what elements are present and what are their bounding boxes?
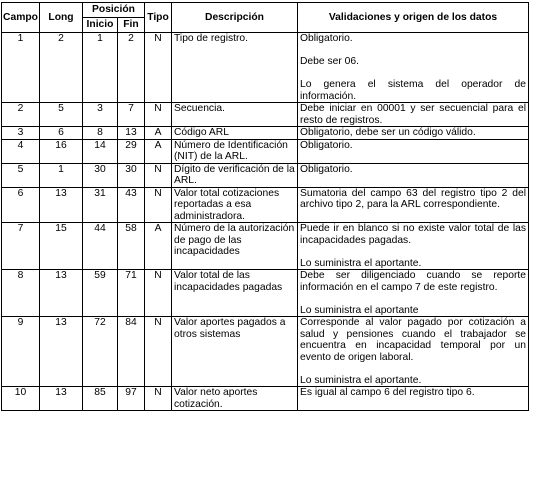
cell-validaciones bbox=[298, 223, 529, 270]
cell-inicio: 85 bbox=[83, 387, 118, 411]
header-validaciones: Validaciones y origen de los datos bbox=[298, 3, 529, 33]
validation-paragraph: Obligatorio. bbox=[300, 139, 353, 151]
validation-paragraph: Lo genera el sistema del operador de información. bbox=[300, 79, 526, 102]
cell-tipo: A bbox=[145, 127, 172, 140]
validation-paragraph: Sumatoria del campo 63 del registro tipo 2 del archivo tipo 2, para la ARL correspondiente. bbox=[300, 187, 526, 210]
cell-validaciones bbox=[298, 387, 529, 411]
table-row bbox=[2, 223, 529, 270]
cell-descripcion: Valor aportes pagados a otros sistemas bbox=[172, 317, 298, 387]
validation-paragraph: Obligatorio. bbox=[300, 163, 353, 175]
table-row bbox=[2, 139, 529, 163]
field-spec-table bbox=[1, 2, 529, 411]
header-posicion: Posición bbox=[83, 3, 145, 18]
cell-inicio: 31 bbox=[83, 187, 118, 223]
cell-long: 5 bbox=[40, 103, 83, 127]
cell-campo: 1 bbox=[2, 33, 40, 103]
validation-paragraph: Debe iniciar en 00001 y ser secuencial para el resto de registros. bbox=[300, 103, 526, 126]
cell-inicio: 44 bbox=[83, 223, 118, 270]
cell-inicio: 59 bbox=[83, 270, 118, 317]
cell-fin: 84 bbox=[118, 317, 145, 387]
table-row bbox=[2, 317, 529, 387]
cell-tipo: A bbox=[145, 139, 172, 163]
cell-validaciones bbox=[298, 270, 529, 317]
cell-inicio: 72 bbox=[83, 317, 118, 387]
cell-long: 16 bbox=[40, 139, 83, 163]
table-row bbox=[2, 103, 529, 127]
cell-inicio: 1 bbox=[83, 33, 118, 103]
validation-paragraph bbox=[300, 68, 526, 80]
cell-campo: 9 bbox=[2, 317, 40, 387]
cell-validaciones bbox=[298, 187, 529, 223]
cell-tipo: A bbox=[145, 223, 172, 270]
cell-long: 13 bbox=[40, 387, 83, 411]
validation-paragraph: Corresponde al valor pagado por cotización a salud y pensiones cuando el trabajador se encuentra en incapacidad temporal por un evento de origen laboral. bbox=[300, 317, 526, 363]
cell-tipo: N bbox=[145, 103, 172, 127]
validation-paragraph bbox=[300, 293, 526, 305]
cell-campo: 10 bbox=[2, 387, 40, 411]
cell-campo: 3 bbox=[2, 127, 40, 140]
cell-validaciones bbox=[298, 317, 529, 387]
header-campo: Campo bbox=[2, 3, 40, 33]
table-row bbox=[2, 387, 529, 411]
validation-paragraph: Obligatorio, debe ser un código válido. bbox=[300, 127, 476, 138]
cell-fin: 71 bbox=[118, 270, 145, 317]
cell-campo: 2 bbox=[2, 103, 40, 127]
cell-descripcion: Valor total cotizaciones reportadas a esa administradora. bbox=[172, 187, 298, 223]
cell-inicio: 8 bbox=[83, 127, 118, 140]
header-descripcion: Descripción bbox=[172, 3, 298, 33]
validation-paragraph bbox=[300, 45, 526, 57]
validation-paragraph: Es igual al campo 6 del registro tipo 6. bbox=[300, 387, 475, 398]
cell-fin: 30 bbox=[118, 163, 145, 187]
cell-fin: 29 bbox=[118, 139, 145, 163]
cell-inicio: 3 bbox=[83, 103, 118, 127]
cell-tipo: N bbox=[145, 270, 172, 317]
cell-tipo: N bbox=[145, 387, 172, 411]
cell-descripcion: Valor neto aportes cotización. bbox=[172, 387, 298, 411]
cell-validaciones bbox=[298, 127, 529, 140]
cell-validaciones bbox=[298, 103, 529, 127]
cell-long: 2 bbox=[40, 33, 83, 103]
cell-validaciones bbox=[298, 163, 529, 187]
cell-fin: 2 bbox=[118, 33, 145, 103]
cell-descripcion: Número de la autorización de pago de las incapacidades bbox=[172, 223, 298, 270]
table-row bbox=[2, 163, 529, 187]
cell-inicio: 30 bbox=[83, 163, 118, 187]
cell-campo: 8 bbox=[2, 270, 40, 317]
validation-paragraph bbox=[300, 363, 526, 375]
validation-paragraph bbox=[300, 246, 526, 258]
validation-paragraph: Lo suministra el aportante bbox=[300, 304, 419, 316]
cell-descripcion: Tipo de registro. bbox=[172, 33, 298, 103]
validation-paragraph: Lo suministra el aportante. bbox=[300, 374, 422, 386]
header-long: Long bbox=[40, 3, 83, 33]
header-tipo: Tipo bbox=[145, 3, 172, 33]
cell-validaciones bbox=[298, 139, 529, 163]
cell-tipo: N bbox=[145, 317, 172, 387]
table-body bbox=[2, 33, 529, 411]
cell-long: 1 bbox=[40, 163, 83, 187]
cell-fin: 97 bbox=[118, 387, 145, 411]
cell-tipo: N bbox=[145, 163, 172, 187]
cell-fin: 13 bbox=[118, 127, 145, 140]
cell-descripcion: Número de Identificación (NIT) de la ARL. bbox=[172, 139, 298, 163]
cell-tipo: N bbox=[145, 33, 172, 103]
cell-long: 15 bbox=[40, 223, 83, 270]
cell-long: 6 bbox=[40, 127, 83, 140]
cell-descripcion: Valor total de las incapacidades pagadas bbox=[172, 270, 298, 317]
validation-paragraph: Lo suministra el aportante. bbox=[300, 257, 422, 269]
table-row bbox=[2, 127, 529, 140]
cell-fin: 7 bbox=[118, 103, 145, 127]
cell-long: 13 bbox=[40, 187, 83, 223]
cell-campo: 6 bbox=[2, 187, 40, 223]
cell-descripcion: Dígito de verificación de la ARL. bbox=[172, 163, 298, 187]
header-inicio: Inicio bbox=[83, 18, 118, 33]
cell-descripcion: Código ARL bbox=[172, 127, 298, 140]
validation-paragraph: Debe ser 06. bbox=[300, 56, 359, 67]
cell-long: 13 bbox=[40, 317, 83, 387]
cell-fin: 43 bbox=[118, 187, 145, 223]
cell-campo: 4 bbox=[2, 139, 40, 163]
header-fin: Fin bbox=[118, 18, 145, 33]
table-row bbox=[2, 33, 529, 103]
table-header bbox=[2, 3, 529, 33]
header-row-top bbox=[2, 3, 529, 18]
cell-long: 13 bbox=[40, 270, 83, 317]
table-row bbox=[2, 187, 529, 223]
cell-campo: 7 bbox=[2, 223, 40, 270]
cell-campo: 5 bbox=[2, 163, 40, 187]
table-row bbox=[2, 270, 529, 317]
validation-paragraph: Puede ir en blanco si no existe valor total de las incapacidades pagadas. bbox=[300, 223, 526, 246]
cell-validaciones bbox=[298, 33, 529, 103]
cell-tipo: N bbox=[145, 187, 172, 223]
cell-inicio: 14 bbox=[83, 139, 118, 163]
validation-paragraph: Debe ser diligenciado cuando se reporte información en el campo 7 de este registro. bbox=[300, 270, 526, 293]
cell-fin: 58 bbox=[118, 223, 145, 270]
cell-descripcion: Secuencia. bbox=[172, 103, 298, 127]
validation-paragraph: Obligatorio. bbox=[300, 33, 353, 44]
